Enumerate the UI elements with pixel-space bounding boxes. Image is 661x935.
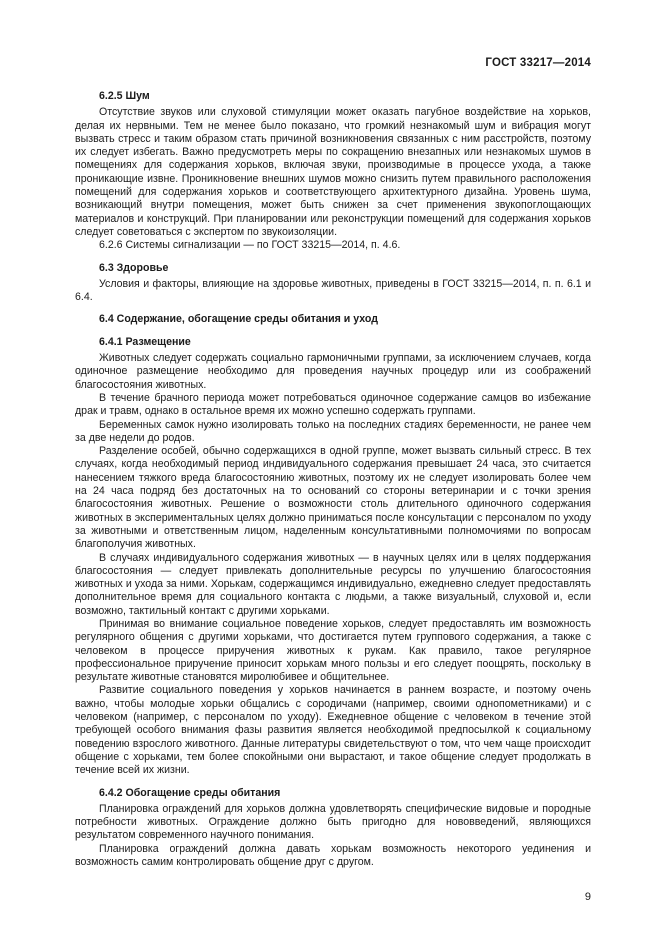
section-heading: 6.2.5 Шум bbox=[99, 90, 150, 102]
section-heading: 6.4 Содержание, обогащение среды обитания и уход bbox=[99, 313, 378, 326]
paragraph: Условия и факторы, влияющие на здоровье животных, приведены в ГОСТ 33215—2014, п. п. 6.1 и 6.4. bbox=[75, 277, 591, 304]
document-body bbox=[75, 90, 591, 869]
paragraph: Разделение особей, обычно содержащихся в одной группе, может вызвать сильный стресс. В тех случаях, когда необходимый период индивидуального содержания превышает 24 часа, это считается нанесением тяжкого вреда благосостоянию животных, поэтому их не следует изолировать более чем на 24 часа подряд без достаточных на то оснований со стороны ветеринарии и с точки зрения благосостояния животных. Решение о возможности столь длительного одиночного содержания животных в экспериментальных целях должно приниматься после консультации с персоналом по уходу за животными и ответственным лицом, наделенным консультативными полномочиями по вопросам благополучия животных. bbox=[75, 445, 591, 551]
paragraph: В течение брачного периода может потребоваться одиночное содержание самцов во избежание драк и травм, однако в остальное время их можно успешно содержать группами. bbox=[75, 391, 591, 418]
paragraph: Принимая во внимание социальное поведение хорьков, следует предоставлять им возможность регулярного общения с другими хорьками, что достигается путем группового содержания, а также с человеком в процессе приручения животных к рукам. Как правило, такое регулярное профессиональное приручение приносит хорькам много пользы и его следует поощрять, поскольку в результате животные становятся миролюбивее и общительнее. bbox=[75, 617, 591, 684]
paragraph: В случаях индивидуального содержания животных — в научных целях или в целях поддержания благосостояния — следует привлекать дополнительные ресурсы по улучшению благосостояния животных и ухода за ними. Хорькам, содержащимся индивидуально, ежедневно следует предоставлять дополнительное время для социального контакта с людьми, а также визуальный, слуховой и, если возможно, тактильный контакт с другими хорьками. bbox=[75, 551, 591, 617]
paragraph: 6.2.6 Системы сигнализации — по ГОСТ 33215—2014, п. 4.6. bbox=[99, 239, 401, 252]
paragraph: Планировка ограждений для хорьков должна удовлетворять специфические видовые и породные потребности животных. Ограждение должно быть пригодно для нововведений, являющихся результатом современного научного понимания. bbox=[75, 802, 591, 842]
section-heading: 6.4.2 Обогащение среды обитания bbox=[99, 786, 281, 799]
paragraph: Отсутствие звуков или слуховой стимуляции может оказать пагубное воздействие на хорьков, делая их нервными. Тем не менее было показано, что громкий незнакомый шум и вибрация могут вызвать стресс и таким образом стать причиной возникновения связанных с ним расстройств, поэтому их следует избегать. Важно предусмотреть меры по сокращению внезапных или незнакомых шумов в помещениях для содержания хорьков, включая звуки, производимые в процессе ухода, а также проникающие извне. Проникновение внешних шумов можно снизить путем правильного расположения помещений для содержания хорьков и соответствующего архитектурного дизайна. Уровень шума, возникающий внутри помещения, может быть снижен за счет применения звукопоглощающих материалов и конструкций. При планировании или реконструкции помещений для содержания хорьков следует советоваться с экспертом по звукоизоляции. bbox=[75, 106, 591, 238]
doc-number: ГОСТ 33217—2014 bbox=[485, 57, 591, 69]
paragraph: Развитие социального поведения у хорьков начинается в раннем возрасте, и поэтому очень важно, чтобы молодые хорьки общались с сородичами (например, своими однопометниками) и с человеком (например, с персоналом по уходу). Ежедневное общение с человеком в течение этой требующей особого внимания фазы развития является необходимой предпосылкой к социальному поведению взрослого животного. Данные литературы свидетельствуют о том, что чем чаще происходит общение с хорьками, тем более спокойными они вырастают, и такое общение следует продолжать в течение всей их жизни. bbox=[75, 684, 591, 777]
page-number: 9 bbox=[584, 891, 591, 903]
paragraph: Планировка ограждений должна давать хорькам возможность некоторого уединения и возможность самим контролировать общение друг с другом. bbox=[75, 842, 591, 869]
paragraph: Животных следует содержать социально гармоничными группами, за исключением случаев, когда одиночное размещение необходимо для проведения научных процедур или из соображений благосостояния животных. bbox=[75, 352, 591, 391]
paragraph: Беременных самок нужно изолировать только на последних стадиях беременности, не ранее чем за две недели до родов. bbox=[75, 418, 591, 444]
section-heading: 6.3 Здоровье bbox=[99, 261, 169, 274]
section-heading: 6.4.1 Размещение bbox=[99, 335, 191, 348]
